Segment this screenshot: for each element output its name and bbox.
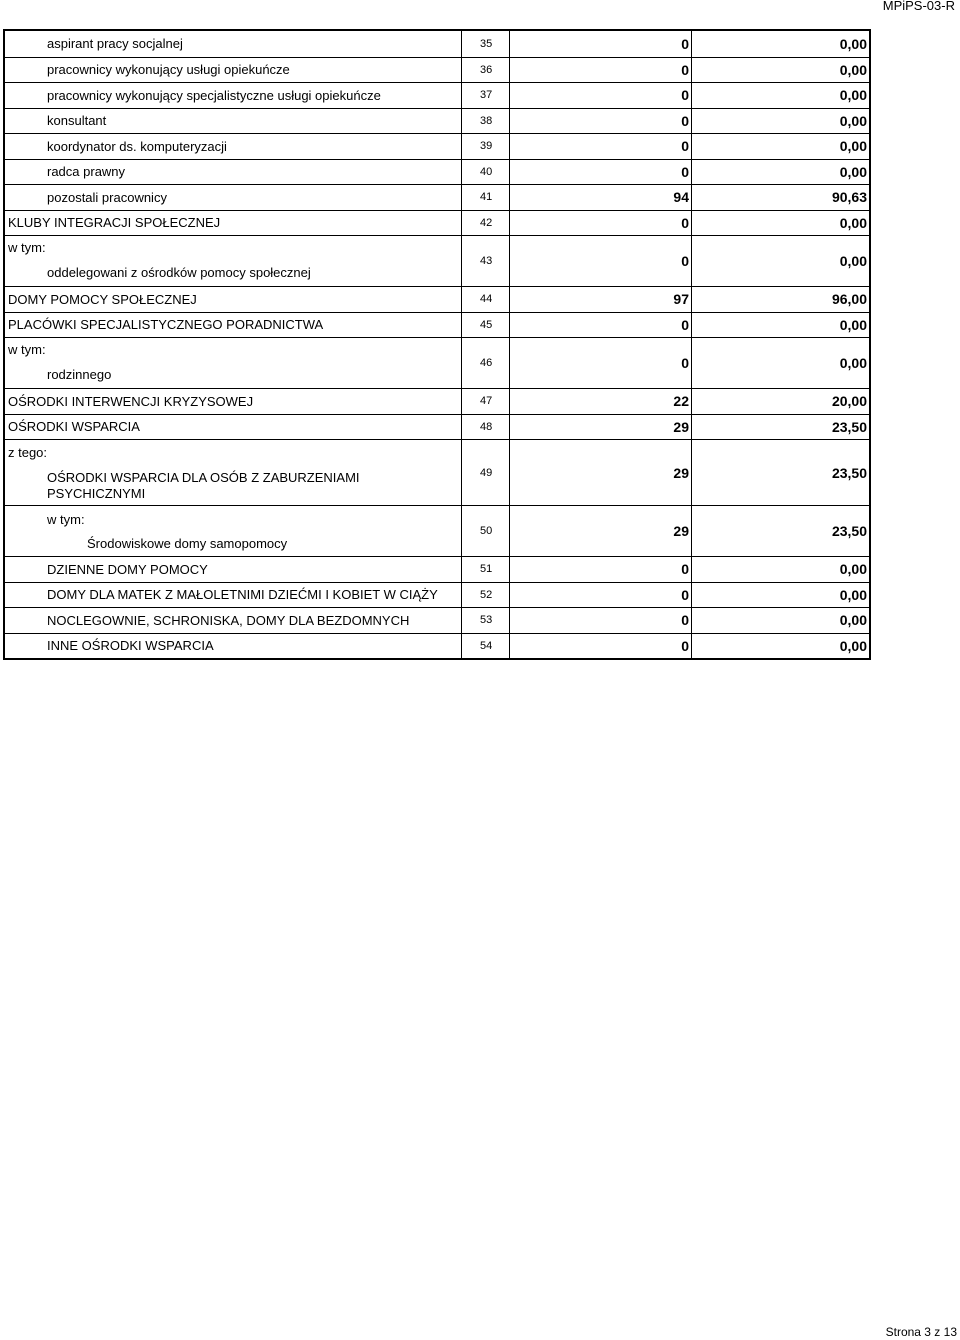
row-label-group [5, 506, 462, 556]
row-fte: 0,00 [839, 253, 867, 269]
row-count: 0 [510, 583, 692, 608]
row-number: 50 [462, 506, 510, 556]
table-row [5, 337, 869, 388]
row-fte: 0,00 [839, 586, 867, 603]
row-count: 29 [510, 440, 692, 505]
row-number: 37 [462, 83, 510, 108]
row-fte: 0,00 [839, 316, 867, 333]
row-label-group [5, 338, 462, 388]
row-count: 0 [510, 160, 692, 185]
table-row [5, 505, 869, 556]
row-count: 0 [510, 608, 692, 633]
row-fte: 23,50 [831, 464, 867, 481]
row-prefix: z tego: [8, 445, 48, 460]
row-count: 0 [510, 109, 692, 134]
row-number: 49 [462, 440, 510, 505]
row-fte: 0,00 [839, 138, 867, 155]
row-label: oddelegowani z ośrodków pomocy społecznej [47, 265, 311, 280]
form-code: MPiPS-03-R [882, 0, 955, 13]
table-row [5, 582, 869, 608]
row-number: 40 [462, 160, 510, 185]
row-count: 0 [510, 634, 692, 659]
row-number: 42 [462, 211, 510, 236]
row-fte: 90,63 [831, 189, 867, 206]
row-fte: 0,00 [839, 112, 867, 129]
row-label: PLACÓWKI SPECJALISTYCZNEGO PORADNICTWA [5, 313, 462, 338]
row-count: 0 [510, 83, 692, 108]
row-fte: 0,00 [839, 87, 867, 104]
row-prefix: w tym: [47, 512, 85, 527]
row-count: 0 [510, 134, 692, 159]
row-fte: 23,50 [831, 523, 867, 539]
row-fte: 0,00 [839, 612, 867, 629]
row-number: 39 [462, 134, 510, 159]
table-row [5, 235, 869, 286]
row-label: pracownicy wykonujący usługi opiekuńcze [5, 58, 462, 83]
row-number: 44 [462, 287, 510, 312]
row-count: 0 [510, 236, 692, 286]
table-row [5, 312, 869, 338]
row-label-group [5, 440, 462, 505]
row-count: 97 [510, 287, 692, 312]
row-label: DOMY POMOCY SPOŁECZNEJ [5, 287, 462, 312]
row-number: 53 [462, 608, 510, 633]
row-number: 48 [462, 415, 510, 440]
table-row [5, 210, 869, 236]
row-label: pracownicy wykonujący specjalistyczne usługi opiekuńcze [5, 83, 462, 108]
table-row [5, 388, 869, 414]
row-number: 52 [462, 583, 510, 608]
table-row [5, 31, 869, 57]
row-count: 22 [510, 389, 692, 414]
row-number: 47 [462, 389, 510, 414]
row-label: INNE OŚRODKI WSPARCIA [5, 634, 462, 659]
row-fte: 20,00 [831, 393, 867, 410]
row-number: 51 [462, 557, 510, 582]
row-fte: 0,00 [839, 637, 867, 654]
row-label: koordynator ds. komputeryzacji [5, 134, 462, 159]
row-fte: 0,00 [839, 35, 867, 52]
table-row [5, 286, 869, 312]
row-label: konsultant [5, 109, 462, 134]
row-number: 35 [462, 31, 510, 57]
row-count: 0 [510, 31, 692, 57]
row-fte: 96,00 [831, 291, 867, 308]
row-prefix: w tym: [8, 240, 46, 255]
staff-table [3, 29, 871, 660]
row-number: 43 [462, 236, 510, 286]
row-fte: 0,00 [839, 355, 867, 371]
row-number: 36 [462, 58, 510, 83]
row-count: 0 [510, 557, 692, 582]
page-number: Strona 3 z 13 [885, 1325, 957, 1339]
table-row [5, 159, 869, 185]
row-count: 29 [510, 506, 692, 556]
row-label: DOMY DLA MATEK Z MAŁOLETNIMI DZIEĆMI I KOBIET W CIĄŻY [5, 583, 462, 608]
table-row [5, 607, 869, 633]
table-row [5, 439, 869, 505]
row-label: KLUBY INTEGRACJI SPOŁECZNEJ [5, 211, 462, 236]
row-number: 38 [462, 109, 510, 134]
row-number: 54 [462, 634, 510, 659]
table-row [5, 108, 869, 134]
row-count: 0 [510, 211, 692, 236]
row-fte: 23,50 [831, 418, 867, 435]
row-count: 0 [510, 313, 692, 338]
row-label: PSYCHICZNYMI [47, 486, 146, 501]
row-label: OŚRODKI INTERWENCJI KRYZYSOWEJ [5, 389, 462, 414]
row-number: 41 [462, 185, 510, 210]
row-count: 0 [510, 338, 692, 388]
row-label: pozostali pracownicy [5, 185, 462, 210]
row-label-group [8, 470, 461, 502]
row-number: 46 [462, 338, 510, 388]
row-label: OŚRODKI WSPARCIA [5, 415, 462, 440]
row-count: 0 [510, 58, 692, 83]
row-label: DZIENNE DOMY POMOCY [5, 557, 462, 582]
row-label: rodzinnego [47, 367, 112, 382]
row-fte: 0,00 [839, 214, 867, 231]
table-row [5, 633, 869, 659]
row-label: aspirant pracy socjalnej [5, 31, 462, 57]
table-row [5, 184, 869, 210]
row-prefix: w tym: [8, 342, 46, 357]
row-label: OŚRODKI WSPARCIA DLA OSÓB Z ZABURZENIAMI [47, 470, 360, 485]
row-count: 94 [510, 185, 692, 210]
table-row [5, 556, 869, 582]
row-fte: 0,00 [839, 163, 867, 180]
table-row [5, 414, 869, 440]
row-fte: 0,00 [839, 61, 867, 78]
row-count: 29 [510, 415, 692, 440]
table-row [5, 82, 869, 108]
table-row [5, 133, 869, 159]
row-fte: 0,00 [839, 561, 867, 578]
row-label: Środowiskowe domy samopomocy [87, 536, 288, 551]
row-number: 45 [462, 313, 510, 338]
row-label: NOCLEGOWNIE, SCHRONISKA, DOMY DLA BEZDOMNYCH [5, 608, 462, 633]
row-label-group [5, 236, 462, 286]
table-row [5, 57, 869, 83]
row-label: radca prawny [5, 160, 462, 185]
